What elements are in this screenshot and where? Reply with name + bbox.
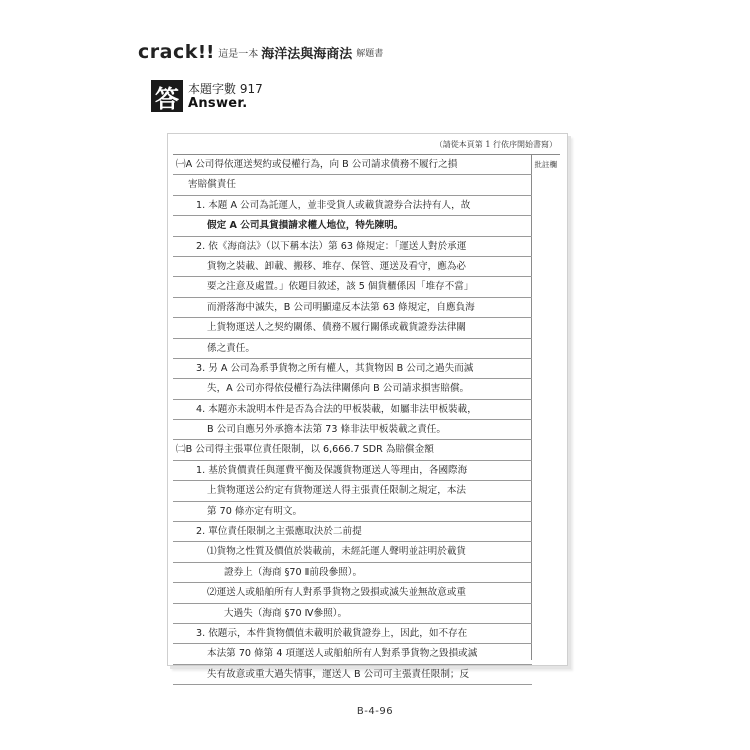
answer-line-text: 2. 依《海商法》（以下稱本法）第 63 條規定：「運送人對於承運 (196, 240, 467, 252)
answer-line-text: B 公司自應另外承擔本法第 73 條非法甲板裝載之責任。 (207, 424, 446, 436)
answer-heading (151, 80, 263, 112)
page-number: B-4-96 (356, 706, 394, 717)
answer-line (173, 461, 532, 481)
answer-line-text: 係之責任。 (207, 342, 255, 354)
answer-line-text: 而滑落海中滅失，B 公司明顯違反本法第 63 條規定，自應負海 (207, 301, 475, 313)
answer-line-text: 第 70 條亦定有明文。 (207, 505, 303, 517)
margin-label: 批註欄 (534, 160, 557, 169)
answer-line-text: 失，A 公司亦得依侵權行為法律關係向 B 公司請求損害賠償。 (207, 383, 470, 395)
answer-line (173, 542, 532, 562)
answer-label: Answer. (188, 95, 248, 111)
answer-line-text: ㈠A 公司得依運送契約或侵權行為，向 B 公司請求債務不履行之損 (176, 159, 458, 170)
answer-line (173, 644, 532, 664)
sheet-instruction: （請從本頁第 1 行依序開始書寫） (434, 140, 557, 149)
answer-line (173, 318, 532, 338)
answer-line (173, 359, 532, 379)
answer-line (173, 440, 532, 460)
answer-line (173, 379, 532, 399)
answer-sheet (167, 133, 568, 680)
answer-line (173, 298, 532, 318)
answer-line-text: 上貨物運送人之契約關係、債務不履行關係或載貨證券法律關 (207, 322, 467, 334)
answer-line-text: 失有故意或重大過失情事，運送人 B 公司可主張責任限制；反 (207, 668, 470, 680)
answer-line-text: 本法第 70 條第 4 項運送人或船舶所有人對系爭貨物之毀損或滅 (207, 648, 478, 660)
answer-line (173, 237, 532, 257)
answer-line (173, 339, 532, 359)
header-subtitle: 解題書 (356, 48, 384, 59)
answer-line (173, 481, 532, 501)
logo-exclamation-mark: !! (197, 41, 215, 63)
answer-line (173, 155, 532, 175)
answer-line-text: 大過失（海商 §70 Ⅳ參照）。 (224, 607, 348, 619)
answer-line (173, 400, 532, 420)
answer-line-text: ㈡B 公司得主張單位責任限制，以 6,666.7 SDR 為賠償金額 (176, 444, 434, 456)
header-book-title: 海洋法與海商法 (261, 46, 353, 62)
answer-line (173, 257, 532, 277)
crack-logo: crack (138, 41, 198, 63)
answer-line (173, 583, 532, 603)
answer-line-text: 3. 依題示，本件貨物價值未載明於載貨證券上，因此，如不存在 (196, 627, 468, 639)
answer-line-text: 3. 另 A 公司為系爭貨物之所有權人，其貨物因 B 公司之過失而滅 (196, 362, 474, 374)
answer-line-text: 要之注意及處置。」依題目敘述，該 5 個貨櫃係因「堆存不當」 (207, 281, 474, 293)
answer-line (173, 563, 532, 583)
ruled-lines (173, 154, 560, 680)
word-count: 本題字數 917 (188, 81, 263, 96)
answer-line-text: 2. 單位責任限制之主張應取決於二前提 (196, 526, 362, 538)
answer-line (173, 665, 532, 685)
answer-line (173, 420, 532, 440)
answer-text (173, 155, 532, 685)
answer-line (173, 216, 532, 236)
answer-line-text: 上貨物運送公約定有貨物運送人得主張責任限制之規定，本法 (207, 485, 467, 497)
answer-line-text: ⑴貨物之性質及價值於裝載前，未經託運人聲明並註明於載貨 (207, 546, 467, 558)
answer-line (173, 175, 532, 195)
header-tagline: 這是一本 (218, 48, 259, 60)
answer-line (173, 277, 532, 297)
answer-line-text: 4. 本題亦未說明本件是否為合法的甲板裝載，如屬非法甲板裝載， (196, 403, 477, 415)
answer-line (173, 196, 532, 216)
answer-line (173, 604, 532, 624)
answer-icon: 答 (151, 80, 183, 112)
answer-line (173, 502, 532, 522)
answer-line (173, 522, 532, 542)
answer-line-text: 害賠償責任 (188, 179, 236, 191)
answer-line-text: 證券上（海商 §70 Ⅱ前段參照）。 (224, 566, 363, 578)
answer-line-text: 貨物之裝載、卸載、搬移、堆存、保管、運送及看守，應為必 (207, 260, 467, 272)
answer-line (173, 624, 532, 644)
answer-line-text: 假定 A 公司具貨損請求權人地位，特先陳明。 (207, 220, 404, 232)
answer-line-text: ⑵運送人或船舶所有人對系爭貨物之毀損或滅失並無故意或重 (207, 587, 467, 599)
answer-line-text: 1. 基於貨價責任與運費平衡及保護貨物運送人等理由，各國際海 (196, 464, 468, 476)
book-header (138, 42, 383, 62)
answer-line-text: 1. 本題 A 公司為託運人，並非受貨人或載貨證券合法持有人，故 (196, 199, 471, 211)
